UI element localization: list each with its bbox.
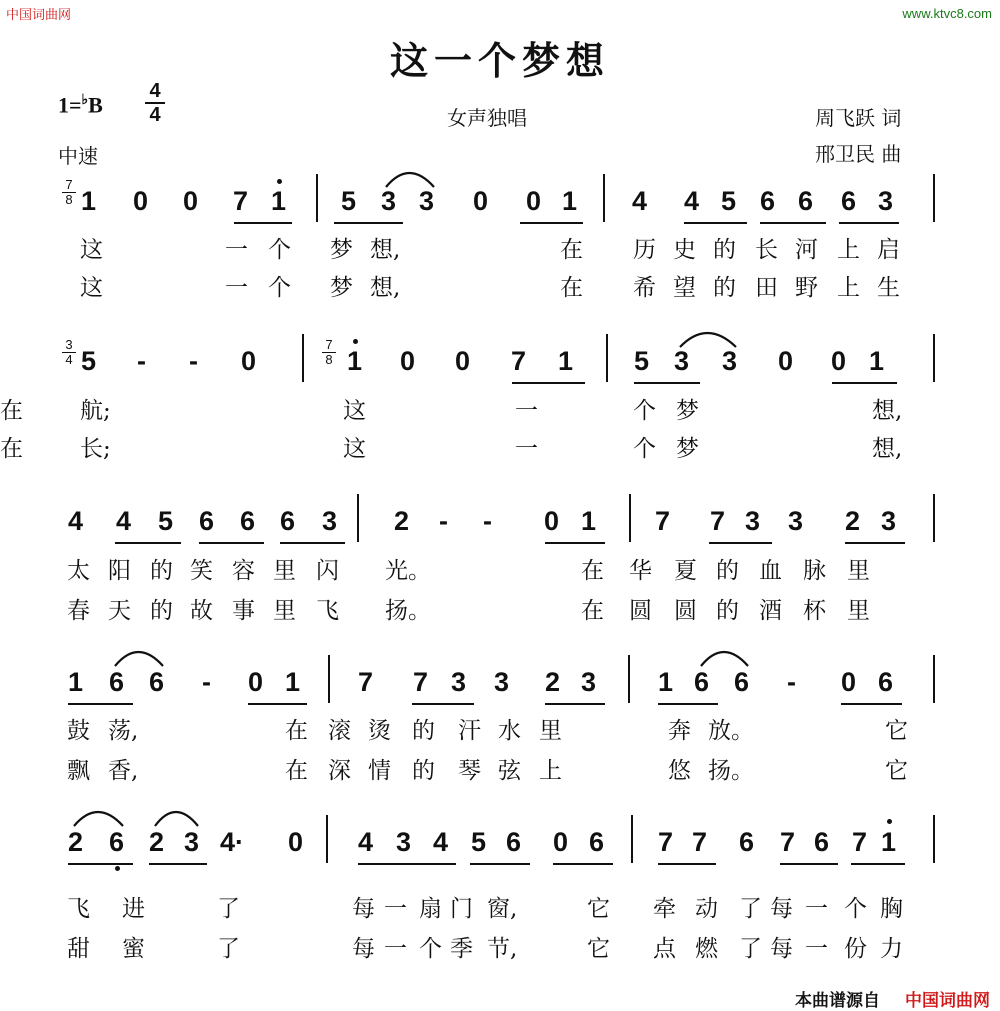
jianpu-note: 3 [381, 186, 397, 216]
lyric-verse-1: 容 [232, 558, 255, 584]
jianpu-note: 3 [722, 346, 738, 376]
jianpu-note: 2 [545, 667, 561, 697]
watermark-left: 中国词曲网 [6, 8, 72, 23]
jianpu-note: 6 [694, 667, 710, 697]
beam-line [470, 863, 530, 865]
lyric-verse-1: 一 [515, 398, 538, 424]
jianpu-note: 6 [739, 827, 755, 857]
jianpu-note: 0 [133, 186, 149, 216]
jianpu-note: 1 [562, 186, 578, 216]
jianpu-note: 1 [68, 667, 84, 697]
jianpu-note: 0 [241, 346, 257, 376]
tie-arc [701, 652, 748, 666]
meter-numerator: 7 [65, 177, 73, 192]
lyric-verse-1: 门 [450, 896, 473, 922]
lyric-verse-2: 酒 [759, 598, 782, 624]
tie-arc [115, 652, 163, 666]
lyric-verse-2: 的 [713, 275, 736, 301]
jianpu-note: 1 [271, 186, 287, 216]
jianpu-note: 4 [433, 827, 449, 857]
lyric-verse-1: 在 [560, 237, 583, 263]
tie-arc [680, 333, 736, 347]
jianpu-note: 1 [285, 667, 301, 697]
jianpu-note: 4 [358, 827, 374, 857]
lyric-verse-1: 个 [268, 237, 291, 263]
lyric-verse-1: 太 [67, 558, 90, 584]
lyric-verse-1: 历 [633, 237, 656, 263]
lyric-verse-2: 里 [273, 598, 296, 624]
lyric-verse-2: 每 [352, 936, 375, 962]
beam-line [832, 382, 897, 384]
jianpu-note: 3 [451, 667, 467, 697]
beam-line [634, 382, 700, 384]
footer-site: 中国词曲网 [905, 991, 990, 1011]
jianpu-note: 7 [780, 827, 796, 857]
jianpu-note: 0 [778, 346, 794, 376]
lyric-verse-2: 个 [633, 436, 656, 462]
beam-line [845, 542, 905, 544]
lyric-verse-1: 汗 [458, 718, 481, 744]
lyric-verse-1: 个 [633, 398, 656, 424]
jianpu-note: 3 [581, 667, 597, 697]
lyric-verse-2: 甜 [67, 936, 90, 962]
lyric-verse-1: 这 [80, 237, 103, 263]
lyric-verse-2: 在 [0, 436, 23, 462]
beam-line [545, 703, 605, 705]
lyric-verse-1: 笑 [190, 558, 213, 584]
jianpu-note: - [483, 506, 492, 536]
lyric-verse-1: 航; [80, 398, 111, 424]
jianpu-note: 3 [396, 827, 412, 857]
jianpu-note: 7 [658, 827, 674, 857]
lyric-verse-1: 的 [713, 237, 736, 263]
lyric-verse-2: 力 [880, 936, 903, 962]
meter-denominator: 8 [322, 352, 336, 367]
beam-line [68, 703, 133, 705]
jianpu-note: 2 [394, 506, 410, 536]
jianpu-note: 7 [358, 667, 374, 697]
jianpu-note: 2 [845, 506, 861, 536]
jianpu-note: 0 [400, 346, 416, 376]
jianpu-note: 6 [109, 827, 125, 857]
jianpu-note: 3 [788, 506, 804, 536]
lyric-verse-2: 了 [739, 936, 762, 962]
time-signature: 4 4 [145, 80, 165, 126]
lyric-verse-1: 阳 [108, 558, 131, 584]
jianpu-note: 7 [511, 346, 527, 376]
lyric-verse-1: 里 [847, 558, 870, 584]
composer-credit: 邢卫民 曲 [815, 142, 902, 166]
lyric-verse-2: 的 [150, 598, 173, 624]
barline [933, 815, 935, 863]
jianpu-note: 5 [471, 827, 487, 857]
jianpu-note: 3 [184, 827, 200, 857]
lyric-verse-2: 每 [770, 936, 793, 962]
jianpu-note: 0 [526, 186, 542, 216]
performance-type: 女声独唱 [447, 106, 527, 130]
jianpu-note: - [137, 346, 146, 376]
watermark-right: www.ktvc8.com [902, 6, 992, 21]
lyric-verse-1: 上 [837, 237, 860, 263]
jianpu-note: 6 [734, 667, 750, 697]
lyric-verse-1: 的 [412, 718, 435, 744]
jianpu-note: 6 [240, 506, 256, 536]
lyric-verse-1: 闪 [316, 558, 339, 584]
jianpu-note: 2 [149, 827, 165, 857]
barline [933, 494, 935, 542]
jianpu-note: - [787, 667, 796, 697]
jianpu-note: 5 [721, 186, 737, 216]
lyric-verse-2: 这 [80, 275, 103, 301]
jianpu-note: 4· [220, 827, 245, 857]
jianpu-note: 4 [68, 506, 84, 536]
beam-line [658, 863, 716, 865]
jianpu-note: 0 [544, 506, 560, 536]
jianpu-note: 0 [553, 827, 569, 857]
lyric-verse-2: 了 [217, 936, 240, 962]
lyric-verse-2: 个 [419, 936, 442, 962]
jianpu-note: 5 [634, 346, 650, 376]
lyric-verse-1: 一 [805, 896, 828, 922]
lyric-verse-2: 燃 [695, 936, 718, 962]
jianpu-note: 0 [455, 346, 471, 376]
jianpu-note: 6 [149, 667, 165, 697]
beam-line [149, 863, 207, 865]
jianpu-note: 7 [413, 667, 429, 697]
jianpu-note: 3 [745, 506, 761, 536]
barline [933, 655, 935, 703]
lyric-verse-1: 这 [343, 398, 366, 424]
lyric-verse-1: 了 [217, 896, 240, 922]
jianpu-note: 1 [347, 346, 363, 376]
beam-line [684, 222, 747, 224]
jianpu-note: 7 [710, 506, 726, 536]
beam-line [545, 542, 605, 544]
barline [606, 334, 608, 382]
jianpu-note: 3 [881, 506, 897, 536]
jianpu-note: 6 [199, 506, 215, 536]
lyric-verse-2: 杯 [803, 598, 826, 624]
lyric-verse-2: 圆 [674, 598, 697, 624]
lyric-verse-2: 一 [225, 275, 248, 301]
barline [933, 334, 935, 382]
jianpu-note: 4 [632, 186, 648, 216]
lyric-verse-1: 一 [384, 896, 407, 922]
lyric-verse-1: 个 [844, 896, 867, 922]
lyric-verse-2: 一 [384, 936, 407, 962]
lyric-verse-2: 飞 [316, 598, 339, 624]
lyric-verse-1: 启 [877, 237, 900, 263]
lyric-verse-1: 放。 [708, 718, 754, 744]
jianpu-note: 7 [852, 827, 868, 857]
footer-source-label: 本曲谱源自 [795, 991, 880, 1011]
lyric-verse-1: 飞 [67, 896, 90, 922]
barline [933, 174, 935, 222]
meter-change [62, 178, 76, 207]
jianpu-note: 0 [183, 186, 199, 216]
lyric-verse-2: 的 [716, 598, 739, 624]
jianpu-note: 6 [760, 186, 776, 216]
lyric-verse-2: 节, [487, 936, 518, 962]
beam-line [115, 542, 181, 544]
lyric-verse-2: 想, [872, 436, 903, 462]
lyric-verse-1: 牵 [653, 896, 676, 922]
octave-dot-low [115, 866, 120, 871]
jianpu-note: 1 [881, 827, 897, 857]
key-signature: 1=♭B [58, 92, 103, 118]
lyric-verse-2: 圆 [629, 598, 652, 624]
lyric-verse-2: 这 [343, 436, 366, 462]
meter-denominator: 4 [62, 352, 76, 367]
barline [326, 815, 328, 863]
octave-dot-high [887, 819, 892, 824]
lyric-verse-1: 的 [150, 558, 173, 584]
beam-line [412, 703, 474, 705]
lyric-verse-2: 上 [837, 275, 860, 301]
meter-change [62, 338, 76, 367]
lyric-verse-1: 滚 [328, 718, 351, 744]
lyric-verse-1: 史 [673, 237, 696, 263]
lyric-verse-2: 想, [370, 275, 401, 301]
lyric-verse-1: 光。 [385, 558, 431, 584]
lyric-verse-2: 上 [539, 758, 562, 784]
lyric-verse-2: 天 [108, 598, 131, 624]
jianpu-note: 0 [248, 667, 264, 697]
meter-denominator: 8 [62, 192, 76, 207]
lyric-verse-1: 血 [759, 558, 782, 584]
lyric-verse-1: 脉 [803, 558, 826, 584]
lyric-verse-2: 春 [67, 598, 90, 624]
jianpu-note: 0 [288, 827, 304, 857]
jianpu-note: 7 [233, 186, 249, 216]
lyric-verse-1: 想, [370, 237, 401, 263]
lyric-verse-1: 梦 [330, 237, 353, 263]
lyric-verse-1: 长 [755, 237, 778, 263]
lyric-verse-1: 每 [352, 896, 375, 922]
lyric-verse-1: 在 [581, 558, 604, 584]
song-title: 这一个梦想 [389, 38, 610, 83]
jianpu-note: 5 [158, 506, 174, 536]
beam-line [512, 382, 585, 384]
barline [629, 494, 631, 542]
beam-line [851, 863, 905, 865]
lyric-verse-2: 飘 [67, 758, 90, 784]
lyric-verse-1: 在 [285, 718, 308, 744]
lyric-verse-2: 梦 [676, 436, 699, 462]
lyric-verse-2: 它 [587, 936, 610, 962]
jianpu-note: 0 [831, 346, 847, 376]
jianpu-note: 3 [494, 667, 510, 697]
jianpu-note: 6 [589, 827, 605, 857]
lyric-verse-1: 胸 [880, 896, 903, 922]
octave-dot-high [277, 179, 282, 184]
beam-line [358, 863, 456, 865]
lyric-verse-2: 弦 [498, 758, 521, 784]
octave-dot-high [353, 339, 358, 344]
meter-numerator: 7 [325, 337, 333, 352]
jianpu-note: 3 [674, 346, 690, 376]
jianpu-note: - [189, 346, 198, 376]
lyric-verse-2: 田 [755, 275, 778, 301]
jianpu-note: 0 [473, 186, 489, 216]
lyric-verse-1: 一 [225, 237, 248, 263]
lyric-verse-1: 奔 [668, 718, 691, 744]
lyric-verse-2: 长; [80, 436, 111, 462]
beam-line [520, 222, 583, 224]
lyric-verse-2: 梦 [330, 275, 353, 301]
barline [628, 655, 630, 703]
barline [328, 655, 330, 703]
jianpu-note: 1 [558, 346, 574, 376]
jianpu-note: 6 [798, 186, 814, 216]
lyric-verse-2: 一 [515, 436, 538, 462]
lyric-verse-2: 在 [285, 758, 308, 784]
barline [603, 174, 605, 222]
barline [357, 494, 359, 542]
lyric-verse-1: 里 [273, 558, 296, 584]
jianpu-note: 0 [841, 667, 857, 697]
lyric-verse-1: 河 [795, 237, 818, 263]
lyric-verse-2: 事 [232, 598, 255, 624]
lyric-verse-1: 动 [695, 896, 718, 922]
tie-arc [74, 812, 123, 826]
beam-line [199, 542, 264, 544]
jianpu-note: 1 [581, 506, 597, 536]
lyric-verse-2: 它 [885, 758, 908, 784]
beam-line [839, 222, 899, 224]
barline [302, 334, 304, 382]
lyric-verse-1: 想, [872, 398, 903, 424]
jianpu-note: 1 [81, 186, 97, 216]
beam-line [280, 542, 345, 544]
beam-line [248, 703, 307, 705]
jianpu-note: 1 [869, 346, 885, 376]
lyric-verse-1: 荡, [108, 718, 139, 744]
jianpu-note: - [439, 506, 448, 536]
jianpu-note: 3 [878, 186, 894, 216]
lyric-verse-1: 扇 [419, 896, 442, 922]
jianpu-note: 4 [116, 506, 132, 536]
lyric-verse-2: 故 [190, 598, 213, 624]
lyric-verse-1: 它 [885, 718, 908, 744]
lyric-verse-2: 季 [450, 936, 473, 962]
lyric-verse-2: 深 [328, 758, 351, 784]
beam-line [334, 222, 403, 224]
jianpu-note: 7 [655, 506, 671, 536]
lyric-verse-2: 琴 [458, 758, 481, 784]
lyric-verse-1: 华 [629, 558, 652, 584]
lyric-verse-2: 蜜 [122, 936, 145, 962]
jianpu-note: 7 [692, 827, 708, 857]
tempo-marking: 中速 [58, 144, 98, 168]
lyric-verse-1: 梦 [676, 398, 699, 424]
beam-line [841, 703, 902, 705]
lyric-verse-2: 在 [581, 598, 604, 624]
lyric-verse-2: 的 [412, 758, 435, 784]
jianpu-note: 3 [419, 186, 435, 216]
lyric-verse-1: 了 [739, 896, 762, 922]
lyric-verse-2: 个 [268, 275, 291, 301]
lyric-verse-1: 在 [0, 398, 23, 424]
beam-line [553, 863, 613, 865]
lyric-verse-1: 窗, [487, 896, 518, 922]
lyric-verse-1: 烫 [368, 718, 391, 744]
lyric-verse-1: 水 [498, 718, 521, 744]
jianpu-note: 4 [684, 186, 700, 216]
lyric-verse-2: 点 [653, 936, 676, 962]
jianpu-note: 6 [878, 667, 894, 697]
lyricist-credit: 周飞跃 词 [815, 106, 902, 130]
tie-arc [155, 812, 198, 826]
lyric-verse-2: 香, [108, 758, 139, 784]
lyric-verse-1: 夏 [674, 558, 697, 584]
lyric-verse-2: 在 [560, 275, 583, 301]
jianpu-note: 3 [322, 506, 338, 536]
lyric-verse-2: 野 [795, 275, 818, 301]
lyric-verse-2: 份 [844, 936, 867, 962]
beam-line [68, 863, 133, 865]
lyric-verse-2: 希 [633, 275, 656, 301]
meter-change [322, 338, 336, 367]
lyric-verse-2: 悠 [668, 758, 691, 784]
beam-line [658, 703, 718, 705]
jianpu-note: 5 [341, 186, 357, 216]
lyric-verse-2: 一 [805, 936, 828, 962]
tie-arc [386, 173, 434, 187]
lyric-verse-1: 每 [770, 896, 793, 922]
beam-line [780, 863, 838, 865]
lyric-verse-2: 里 [847, 598, 870, 624]
jianpu-note: 6 [506, 827, 522, 857]
lyric-verse-2: 望 [673, 275, 696, 301]
lyric-verse-2: 情 [368, 758, 391, 784]
jianpu-note: 6 [109, 667, 125, 697]
barline [316, 174, 318, 222]
lyric-verse-1: 鼓 [67, 718, 90, 744]
jianpu-note: 6 [841, 186, 857, 216]
jianpu-note: 1 [658, 667, 674, 697]
jianpu-note: 2 [68, 827, 84, 857]
jianpu-note: 5 [81, 346, 97, 376]
lyric-verse-1: 它 [587, 896, 610, 922]
meter-numerator: 3 [65, 337, 73, 352]
jianpu-note: 6 [814, 827, 830, 857]
jianpu-note: - [202, 667, 211, 697]
jianpu-note: 6 [280, 506, 296, 536]
barline [631, 815, 633, 863]
beam-line [709, 542, 772, 544]
lyric-verse-1: 的 [716, 558, 739, 584]
lyric-verse-1: 里 [539, 718, 562, 744]
lyric-verse-1: 进 [122, 896, 145, 922]
lyric-verse-2: 扬。 [708, 758, 754, 784]
beam-line [760, 222, 826, 224]
lyric-verse-2: 扬。 [385, 598, 431, 624]
lyric-verse-2: 生 [877, 275, 900, 301]
beam-line [234, 222, 292, 224]
